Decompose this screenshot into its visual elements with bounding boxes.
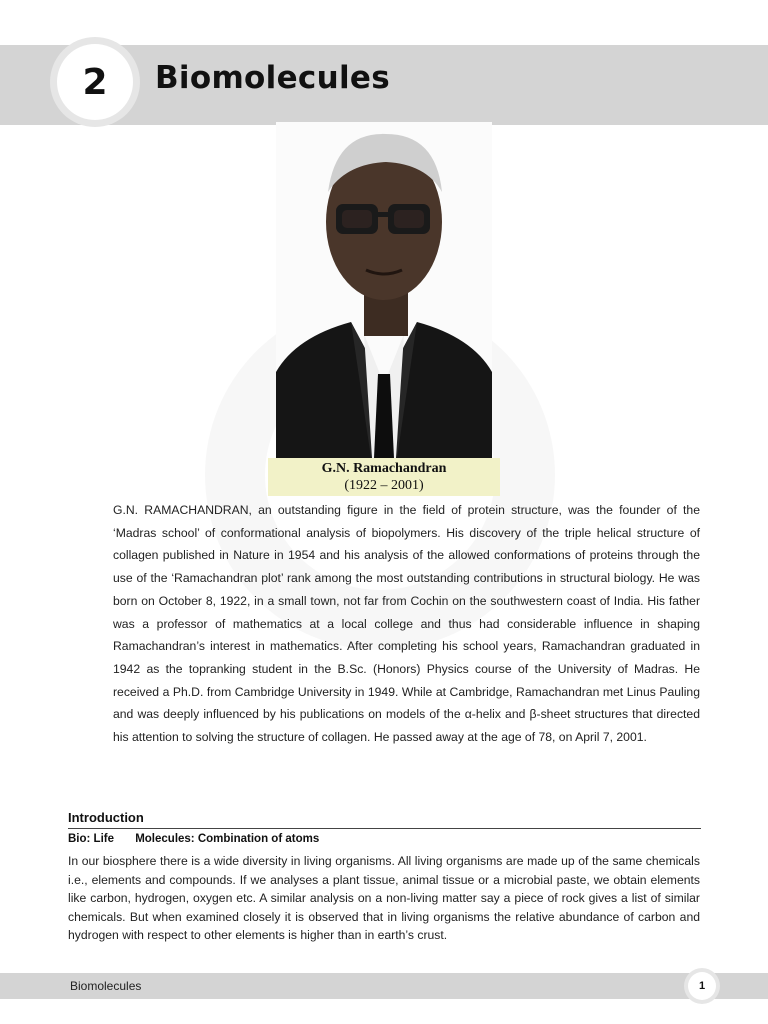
page-number: 1 [688,972,716,1000]
caption-name: G.N. Ramachandran [321,461,447,476]
chapter-number: 2 [57,44,133,120]
portrait-caption [268,458,500,496]
footer-title: Biomolecules [70,979,142,993]
introduction-paragraph: In our biosphere there is a wide diversity in living organisms. All living organisms are made up of the same chemicals i.e., elements and compounds. If we analyses a plant tissue, animal tissue or a microbial paste, we obtain elements like carbon, hydrogen, oxygen etc. A similar analysis on a non-living matter say a piece of rock gives a list of similar chemicals. But when examined closely it is observed that in living organisms the relative abundance of carbon and hydrogen with respect to other elements is higher than in earth’s crust. [68,854,700,942]
chapter-title: Biomolecules [155,60,390,96]
definition-molecules: Molecules: Combination of atoms [135,833,320,845]
portrait-illustration [276,122,492,458]
biography-paragraph: G.N. RAMACHANDRAN, an outstanding figure in the field of protein structure, was the founder of the ‘Madras school’ of conformational analysis of biopolymers. His discovery of the triple helical structure of collagen published in Nature in 1954 and his analysis of the allowed conformations of proteins through the use of the ‘Ramachandran plot’ rank among the most outstanding contributions in structural biology. He was born on October 8, 1922, in a small town, not far from Cochin on the southwestern coast of India. His father was a professor of mathematics at a local college and thus had considerable influence in shaping Ramachandran’s interest in mathematics. After completing his school years, Ramachandran graduated in 1942 as the topranking student in the B.Sc. (Honors) Physics course of the University of Madras. He received a Ph.D. from Cambridge University in 1949. While at Cambridge, Ramachandran met Linus Pauling and was deeply influenced by his publications on models of the α-helix and β-sheet structures that directed his attention to solving the structure of collagen. He passed away at the age of 78, on April 7, 2001. [113,503,700,745]
introduction-definitions [68,833,319,845]
definition-bio: Bio: Life [68,833,114,845]
introduction-heading: Introduction [68,810,144,825]
caption-years: (1922 – 2001) [344,478,424,493]
portrait-photo [276,122,492,458]
introduction-divider [68,828,701,829]
